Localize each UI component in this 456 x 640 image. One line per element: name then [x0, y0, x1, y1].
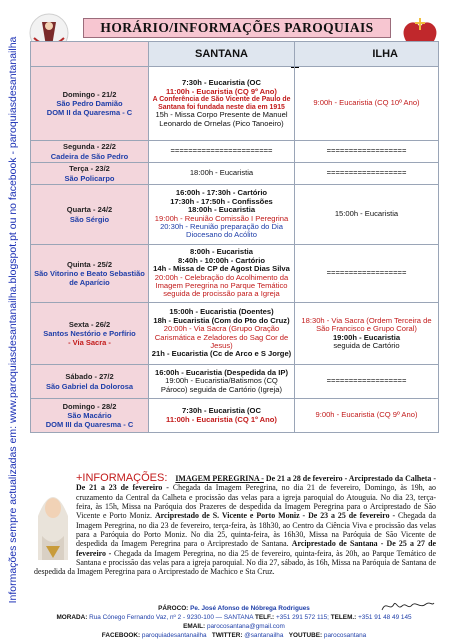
- ilha-cell: [295, 303, 439, 365]
- entry: 20:00h - Celebração do Acolhimento da Imagem Peregrina no Parque Temático seguida de procissão para a Igreja: [154, 272, 289, 299]
- header-ilha: ILHA: [295, 42, 439, 67]
- footer: [30, 604, 438, 640]
- info-section: [30, 474, 438, 604]
- day-label: Segunda - 22/2: [63, 142, 116, 152]
- telem-label: TELEM.:: [330, 614, 357, 621]
- info-p2: Chegada da Imagem Peregrina, no dia 23 de fevereiro, terça-feira, às 18h30, ao Centro da Ciência Viva e procissão das velas para a Paróquia do Porto Moniz. No dia 25, quinta-feira, às 16h30, Missa na Paróquia de São Vicente de despedida da Imagem Peregrina para o Arciprestado de Santana.: [76, 511, 437, 549]
- day-label: Sábado - 27/2: [65, 372, 114, 382]
- table-row: [31, 399, 439, 433]
- info-header: +INFORMAÇÕES:: [76, 472, 168, 484]
- day-label: Domingo - 28/2: [62, 401, 117, 411]
- entry: A Conferência de São Vicente de Paulo de Santana foi fundada neste dia em 1915: [152, 95, 291, 111]
- footer-line-social: [30, 631, 438, 640]
- info-p3: Chegada da Imagem Peregrina, no dia 25 de fevereiro, quinta-feira, às 20h, ao Parque Temático de Santana e procissão das velas para a igreja paroquial. No dia 27, sábado, às 16h, Missa na Paróquia de Santana de despedida da Imagem Peregrina para o Arciprestado de Machico e Sta Cruz.: [34, 548, 436, 577]
- morada-label: MORADA:: [56, 614, 88, 621]
- paroco-label: PÁROCO:: [158, 605, 189, 612]
- santana-cell: [149, 399, 295, 433]
- saint-label: São Vitorino e Beato Sebastião de Aparício: [34, 268, 145, 288]
- saint-label: São Macário: [67, 410, 112, 420]
- day-cell: [31, 163, 149, 185]
- santana-cell: [149, 185, 295, 245]
- table-row: [31, 303, 439, 365]
- entry: 11:00h - Eucaristia (CQ 9º Ano): [166, 86, 277, 96]
- info-p1-bold: De 21 a 28 de fevereiro - Arciprestado da Calheta - De 21 a 23 de fevereiro -: [76, 474, 436, 493]
- paroco-name: Pe. José Afonso de Nóbrega Rodrigues: [190, 605, 310, 612]
- entry: 17:30h - 17:50h - Confissões: [170, 196, 273, 206]
- entry: 18:30h - Via Sacra (Ordem Terceira de São Francisco e Grupo Coral): [301, 315, 432, 334]
- saint-label: Cadeira de São Pedro: [50, 151, 129, 161]
- entry: 20:30h - Reunião preparação do Dia Diocesano do Acólito: [160, 221, 283, 240]
- day-cell: [31, 67, 149, 141]
- facebook-label: FACEBOOK:: [101, 632, 141, 639]
- ilha-cell: ==================: [295, 163, 439, 185]
- table-row: [31, 67, 439, 141]
- ilha-cell: 15:00h - Eucaristia: [295, 185, 439, 245]
- entry: 16:00h - 17:30h - Cartório: [175, 188, 268, 198]
- telem-value: +351 91 48 49 145: [358, 614, 412, 621]
- table-row: [31, 245, 439, 303]
- telf-label: TELF.:: [254, 614, 275, 621]
- saint-label: São Pedro Damião: [56, 98, 123, 108]
- entry: 15h - Missa Corpo Presente de Manuel Leonardo de Ornelas (Pico Tanoeiro): [155, 110, 288, 128]
- facebook-link[interactable]: paroquiadesantanailha: [141, 632, 207, 639]
- footer-line-email: [30, 622, 438, 631]
- saint-label: São Policarpo: [64, 173, 115, 183]
- santana-cell: [149, 245, 295, 303]
- header-santana: SANTANA: [149, 42, 295, 67]
- header-day: [31, 42, 149, 67]
- page-title: HORÁRIO/INFORMAÇÕES PAROQUIAIS: [83, 18, 391, 38]
- entry: 11:00h - Eucaristia (CQ 1º Ano): [166, 414, 277, 424]
- footer-line-address: [30, 613, 438, 622]
- santana-cell: [149, 67, 295, 141]
- twitter-link[interactable]: @santanailha: [244, 632, 284, 639]
- schedule-table: [30, 41, 439, 433]
- entry: 20:00h - Via Sacra (Grupo Oração Carismática e Zeladores do Sag Cor de Jesus): [154, 324, 289, 350]
- info-p1: Chegada da Imagem Peregrina, no dia 21 de fevereiro, Domingo, às 19h, ao cruzamento da Central da Calheta e procissão das velas para a igreja paroquial do Atouguia. No dia 23, terça-feira, às 15h, Missa na Paróquia dos Prazeres de despedida da Imagem Peregrina para o Arciprestado de São Vicente e Porto Moniz.: [76, 483, 437, 521]
- ilha-cell: ==================: [295, 365, 439, 399]
- entry: 15:00h - Eucaristia (Doentes): [169, 307, 274, 317]
- day-cell: [31, 245, 149, 303]
- day-label: Domingo - 21/2: [62, 89, 117, 99]
- schedule-header-row: [31, 42, 439, 67]
- info-text: [34, 474, 436, 577]
- entry: 8:00h - Eucaristia: [190, 247, 253, 257]
- ilha-cell: ==================: [295, 141, 439, 163]
- day-label: Terça - 23/2: [69, 164, 110, 174]
- info-subheader: IMAGEM PEREGRINA -: [175, 474, 264, 483]
- twitter-label: TWITTER:: [211, 632, 243, 639]
- entry: 8:40h - 10:00h - Cartório: [178, 255, 265, 265]
- day-cell: [31, 365, 149, 399]
- day-label: Sexta - 26/2: [68, 319, 111, 329]
- day-label: Quarta - 24/2: [66, 205, 113, 215]
- table-row: [31, 141, 439, 163]
- day-label: Quinta - 25/2: [66, 259, 112, 269]
- entry: 16:00h - Eucaristia (Despedida da IP): [155, 367, 288, 377]
- youtube-link[interactable]: parocosantana: [323, 632, 367, 639]
- liturgy-label: DOM III da Quaresma - C: [45, 420, 134, 430]
- santana-cell: [149, 303, 295, 365]
- entry: 19:00h - Eucaristia/Batismos (CQ Pároco) seguida de Cartório (Igreja): [160, 376, 283, 394]
- saint-label: São Sérgio: [69, 214, 110, 224]
- youtube-label: YOUTUBE:: [288, 632, 323, 639]
- day-cell: [31, 303, 149, 365]
- side-note-text: Informações sempre actualizadas em: www.paroquiasdesantanailha.blogspot.pt ou no facebook - paroquiasdesantanailha: [7, 36, 19, 604]
- entry: 9:00h - Eucaristia (CQ 9º Ano): [315, 410, 418, 420]
- telf-value: +351 291 572 115;: [275, 614, 329, 621]
- ilha-cell: [295, 67, 439, 141]
- entry: 7:30h - Eucaristia (OC: [182, 78, 261, 88]
- info-p2-bold: Arciprestado de S. Vicente e Porto Moniz - De 23 a 25 de fevereiro -: [154, 511, 396, 521]
- liturgy-label: DOM II da Quaresma - C: [46, 108, 133, 118]
- santana-cell: 18:00h - Eucaristia: [149, 163, 295, 185]
- email-label: EMAIL:: [183, 623, 206, 630]
- side-vertical-note: [0, 0, 26, 640]
- entry: 14h - Missa de CP de Agost Dias Silva: [153, 264, 290, 274]
- footer-line-paroco: [30, 604, 438, 613]
- email-link[interactable]: parocosantana@gmail.com: [206, 623, 285, 630]
- day-cell: [31, 141, 149, 163]
- entry: 18h - Eucaristia (Com do Pto do Cruz): [153, 315, 290, 325]
- santana-cell: =======================: [149, 141, 295, 163]
- morada-value: Rua Cónego Fernando Vaz, nº 2 - 9230-100 — SANTANA: [89, 614, 254, 621]
- santana-cell: [149, 365, 295, 399]
- day-cell: [31, 399, 149, 433]
- saint-label: São Gabriel da Dolorosa: [45, 381, 134, 391]
- liturgy-label: - Via Sacra -: [68, 338, 111, 348]
- entry: seguida de Cartório: [333, 340, 400, 350]
- ilha-cell: [295, 399, 439, 433]
- table-row: [31, 163, 439, 185]
- virgin-mary-portrait: [34, 476, 72, 560]
- ilha-cell: ==================: [295, 245, 439, 303]
- entry: 9:00h - Eucaristia (CQ 10º Ano): [313, 98, 420, 108]
- entry: 18:00h - Eucaristia: [187, 205, 256, 215]
- entry: 7:30h - Eucaristia (OC: [182, 406, 261, 416]
- entry: 19:00h - Reunião Comissão I Peregrina: [154, 213, 289, 223]
- info-p3-bold: Arciprestado de Santana - De 25 a 27 de fevereiro -: [76, 539, 437, 558]
- entry: 19:00h - Eucaristia: [332, 332, 401, 342]
- saint-label: Santos Nestório e Porfírio: [43, 328, 136, 338]
- table-row: [31, 185, 439, 245]
- day-cell: [31, 185, 149, 245]
- table-row: [31, 365, 439, 399]
- entry: 21h - Eucaristia (Cc de Arco e S Jorge): [151, 349, 292, 359]
